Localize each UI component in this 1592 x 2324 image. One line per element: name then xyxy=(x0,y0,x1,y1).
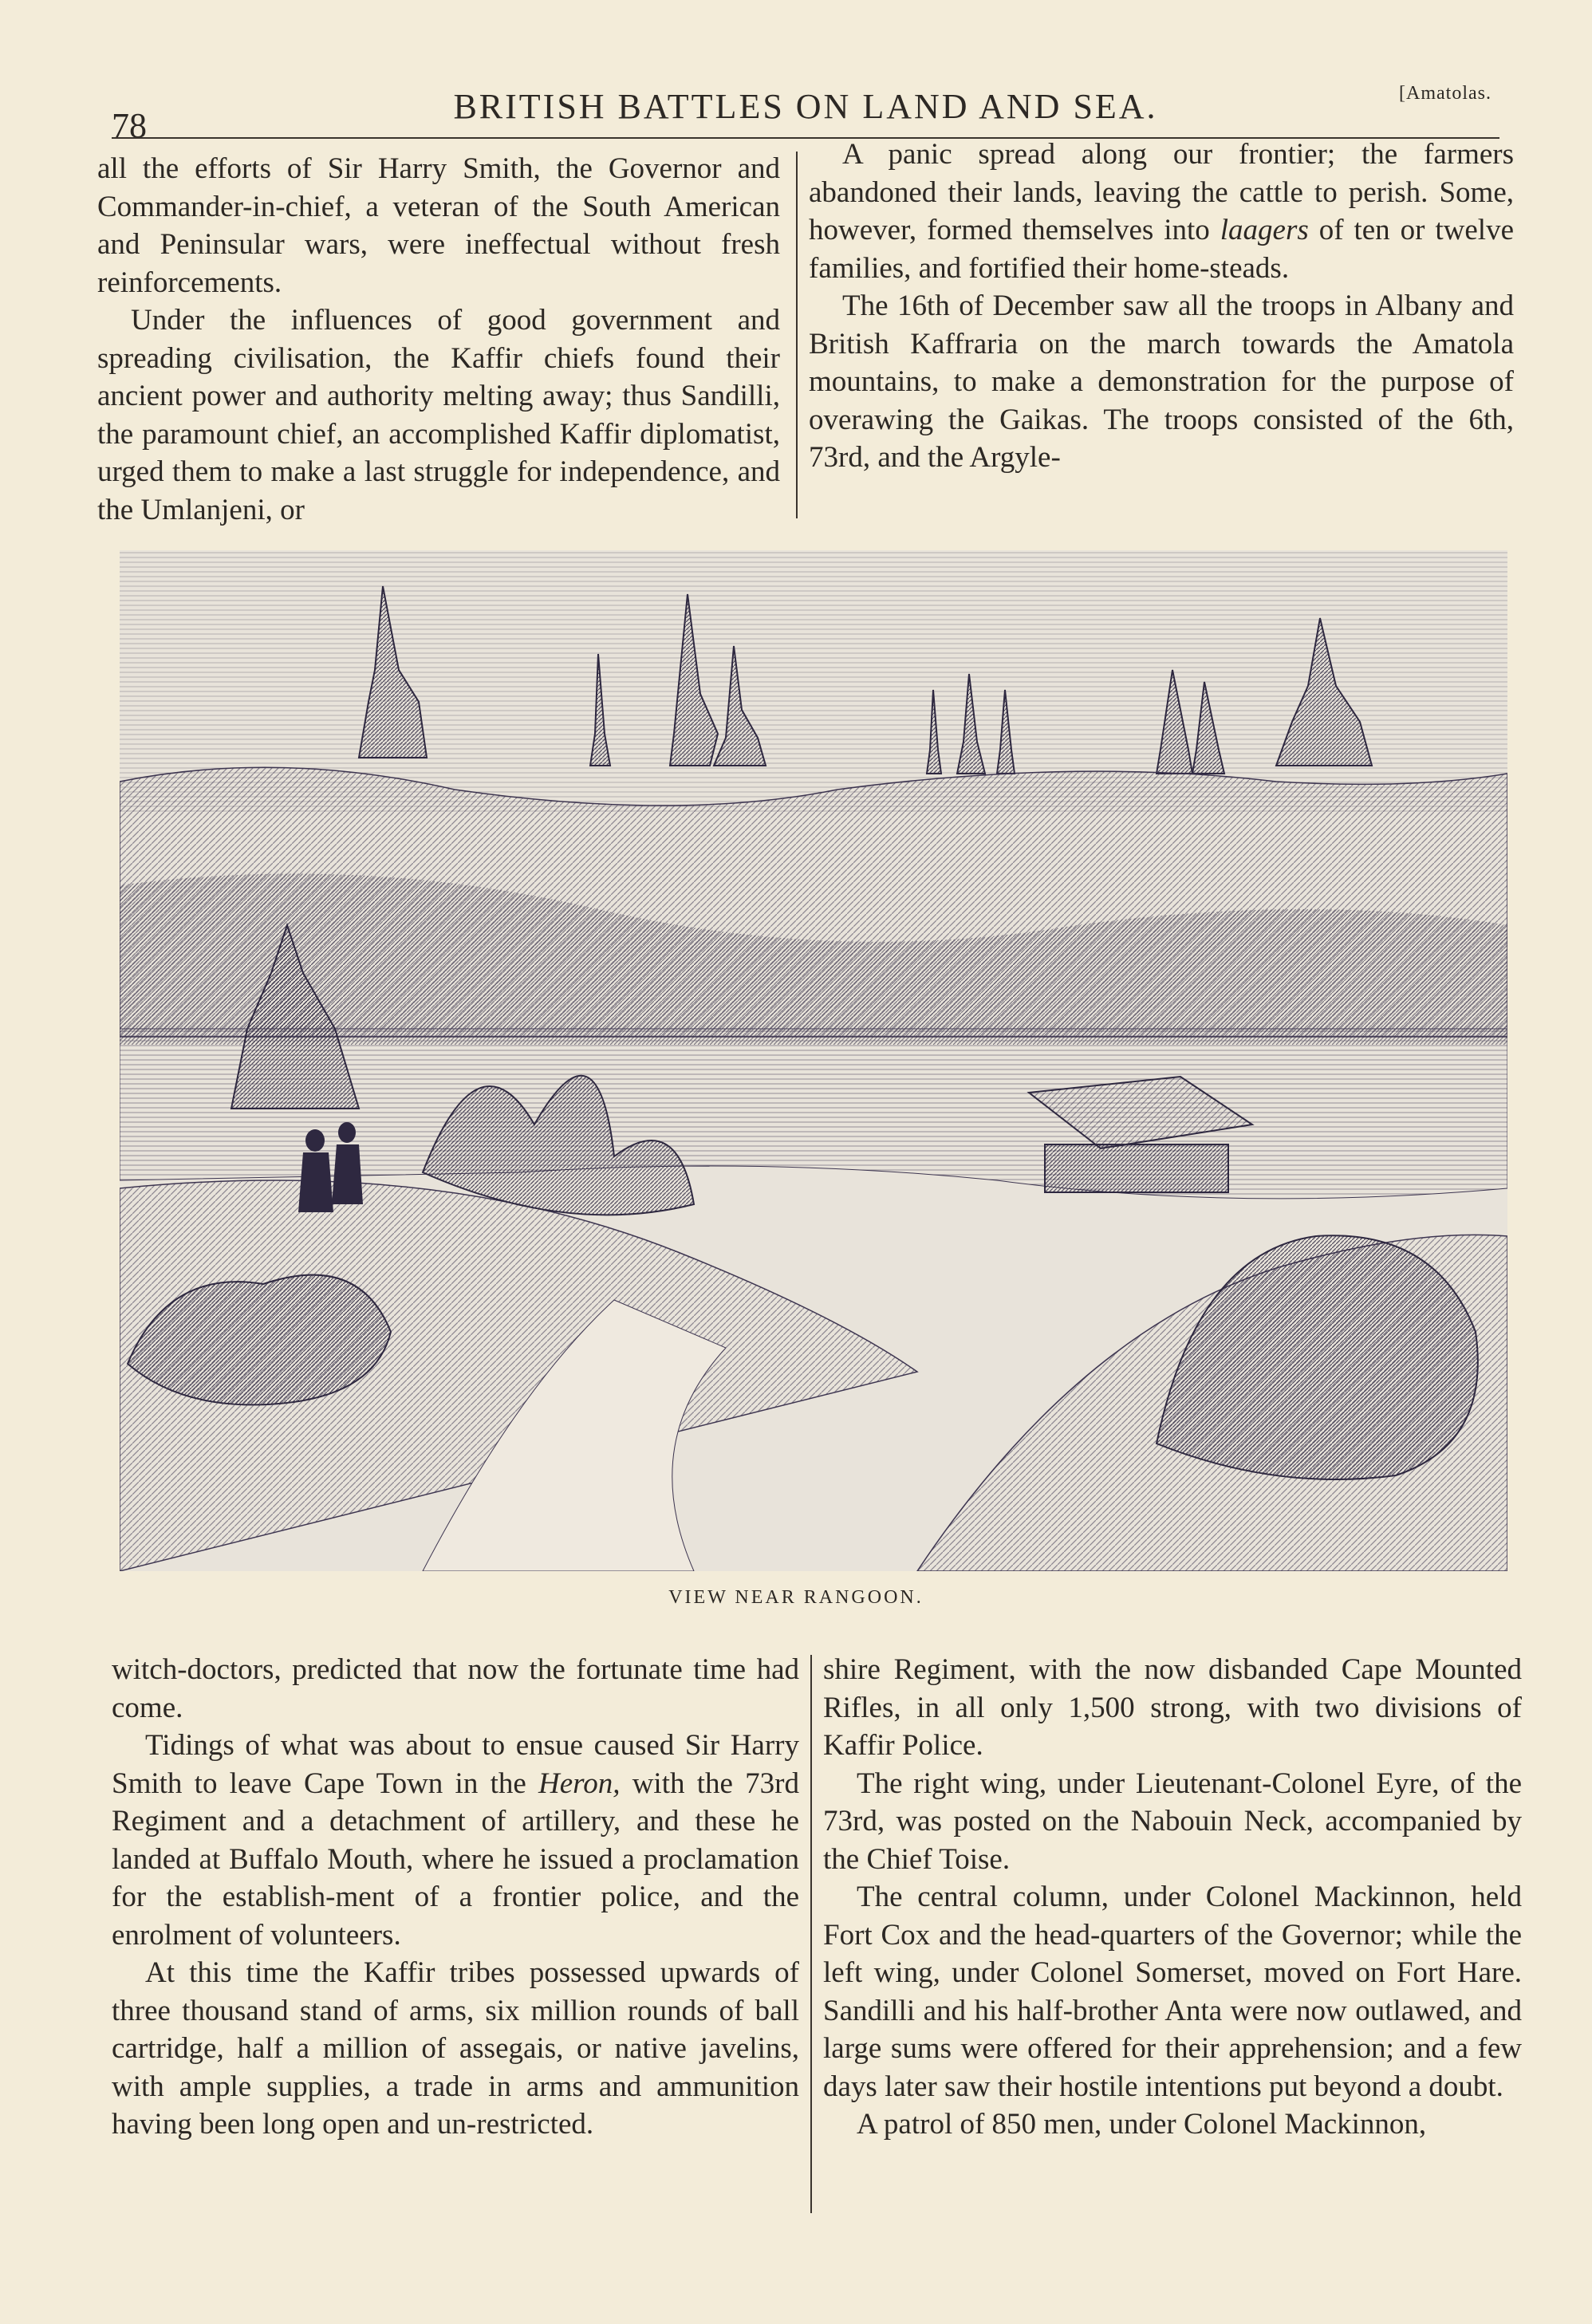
paragraph: Under the influences of good government and spreading civilisation, the Kaffir chiefs found their ancient power and authority melting away; thus Sandilli, the paramount chief, an accomplished Kaffir diplomatist, urged them to make a last struggle for independence, and the Umlanjeni, or xyxy=(97,304,780,526)
paragraph: The right wing, under Lieutenant-Colonel Eyre, of the 73rd, was posted on the Nabouin Neck, accompanied by the Chief Toise. xyxy=(823,1767,1522,1876)
column-divider xyxy=(810,1655,812,2213)
paragraph: At this time the Kaffir tribes possessed upwards of three thousand stand of arms, six million rounds of ball cartridge, half a million of assegais, or native javelins, with ample supplies, a trade in arms and ammunition having been long open and un-restricted. xyxy=(112,1956,799,2141)
italic-term: laagers xyxy=(1220,214,1309,246)
top-right-column xyxy=(809,136,1514,477)
page-number: 78 xyxy=(112,106,147,145)
figure-caption: VIEW NEAR RANGOON. xyxy=(668,1587,924,1608)
ship-name: Heron, xyxy=(538,1767,621,1800)
column-divider xyxy=(796,152,798,518)
paragraph: The 16th of December saw all the troops in Albany and British Kaffraria on the march towards the Amatola mountains, to make a demonstration for the purpose of overawing the Gaikas. The troops consisted of the 6th, 73rd, and the Argyle- xyxy=(809,290,1514,474)
paragraph: A panic spread along our frontier; the farmers abandoned their lands, leaving the cattle to perish. Some, however, formed themselves into laagers of ten or twelve families, and fortified their home-steads. xyxy=(809,138,1514,285)
paragraph: Tidings of what was about to ensue caused Sir Harry Smith to leave Cape Town in the Heron, with the 73rd Regiment and a detachment of artillery, and these he landed at Buffalo Mouth, where he issued a proclamation for the establish-ment of a frontier police, and the enrolment of volunteers. xyxy=(112,1729,799,1952)
running-title: BRITISH BATTLES ON LAND AND SEA. xyxy=(453,87,1158,126)
paragraph: shire Regiment, with the now disbanded Cape Mounted Rifles, in all only 1,500 strong, with two divisions of Kaffir Police. xyxy=(823,1653,1522,1762)
engraving-figure xyxy=(120,550,1507,1571)
top-left-column xyxy=(97,150,780,529)
paragraph: The central column, under Colonel Mackinnon, held Fort Cox and the head-quarters of the Governor; while the left wing, under Colonel Somerset, moved on Fort Hare. Sandilli and his half-brother Anta were now outlawed, and large sums were offered for their apprehension; and a few days later saw their hostile intentions put beyond a doubt. xyxy=(823,1881,1522,2103)
hut xyxy=(1045,1144,1228,1192)
bottom-left-column xyxy=(112,1651,799,2144)
page-header xyxy=(112,80,1499,144)
bottom-right-column xyxy=(823,1651,1522,2144)
paragraph: A patrol of 850 men, under Colonel Mackinnon, xyxy=(857,2108,1427,2141)
engraving-illustration xyxy=(120,550,1507,1571)
paragraph: witch-doctors, predicted that now the fortunate time had come. xyxy=(112,1653,799,1724)
section-label: [Amatolas. xyxy=(1399,83,1492,104)
paragraph: all the efforts of Sir Harry Smith, the Governor and Commander-in-chief, a veteran of the South American and Peninsular wars, were ineffectual without fresh reinforcements. xyxy=(97,152,780,299)
